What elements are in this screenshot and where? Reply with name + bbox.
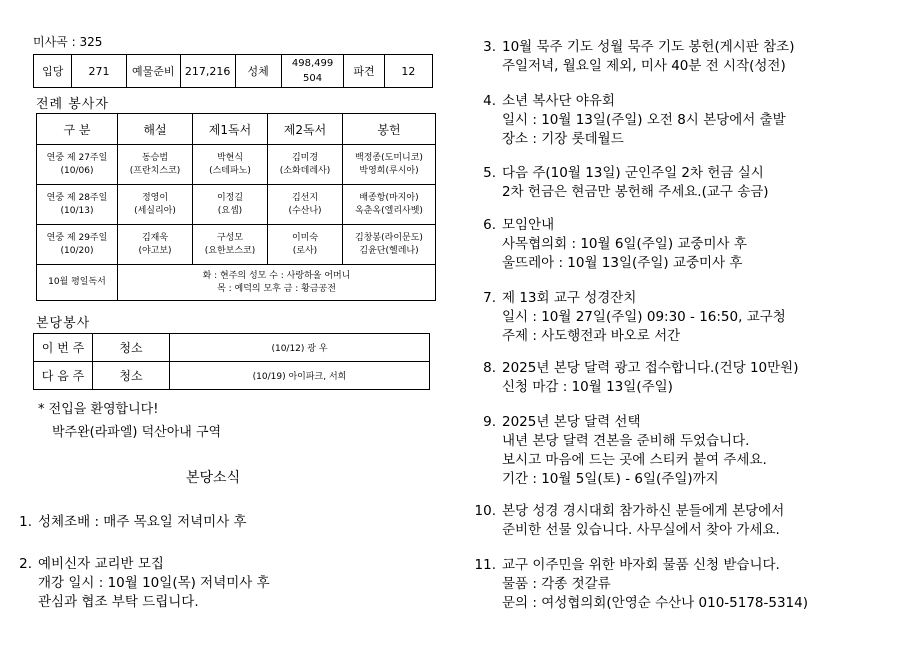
notice-item — [8, 555, 270, 612]
stat-value: 12 — [384, 55, 432, 88]
liturgy-table — [36, 113, 436, 301]
server-saint: (요한보스코) — [204, 245, 256, 256]
notice-line: 예비신자 교리반 모집 — [38, 556, 164, 572]
notice-item — [8, 513, 247, 532]
notice-line: 내년 본당 달력 견본을 준비해 두었습니다. — [502, 433, 750, 449]
notice-line: 일시 : 10월 27일(주일) 09:30 - 16:50, 교구청 — [502, 309, 786, 325]
notice-item — [472, 92, 786, 149]
week-date: (10/06) — [60, 165, 94, 176]
notice-number: 8. — [483, 360, 496, 376]
server-name: 이정길 — [216, 192, 244, 203]
notice-number: 10. — [474, 503, 496, 519]
liturgy-title: 전례 봉사자 — [36, 97, 109, 112]
server-name: 동승범 — [141, 152, 169, 163]
stat-value-line: 504 — [303, 73, 323, 84]
server-saint: (요셉) — [217, 205, 243, 216]
notice-line: 제 13회 교구 성경잔치 — [502, 290, 637, 306]
welcome-line: 박주완(라파엘) 덕산아내 구역 — [52, 425, 222, 440]
notice-line: 신청 마감 : 10월 13일(주일) — [502, 379, 673, 395]
cleaning-when: 다 음 주 — [34, 362, 93, 390]
notice-line: 2025년 본당 달력 선택 — [502, 414, 641, 430]
notice-line: 문의 : 여성협의회(안영순 수산나 010-5178-5314) — [502, 595, 809, 611]
notice-line: 물품 : 각종 젓갈류 — [502, 576, 611, 592]
stat-value: 217,216 — [180, 55, 235, 88]
table-row — [37, 185, 436, 225]
reading-label: 10월 평일독서 — [37, 265, 118, 301]
notice-number: 2. — [19, 556, 32, 572]
notice-line: 주일저녁, 월요일 제외, 미사 40분 전 시작(성전) — [502, 58, 786, 74]
notice-line: 10월 묵주 기도 성월 묵주 기도 봉헌(게시판 참조) — [502, 39, 795, 55]
server-name: 옥춘옥(엘리사벳) — [355, 205, 423, 216]
cleaning-table — [33, 333, 430, 390]
server-saint: (야고보) — [138, 245, 172, 256]
stat-label: 성체 — [235, 55, 281, 88]
news-title: 본당소식 — [186, 470, 241, 486]
notice-line: 2차 헌금은 현금만 봉헌해 주세요.(교구 송금) — [502, 184, 769, 200]
notice-line: 사목협의회 : 10월 6일(주일) 교중미사 후 — [502, 236, 747, 252]
liturgy-header: 제1독서 — [193, 114, 268, 145]
server-name: 정영이 — [141, 192, 169, 203]
stat-label: 파견 — [344, 55, 384, 88]
notice-line: 울뜨레아 : 10월 13일(주일) 교중미사 후 — [502, 255, 743, 271]
server-name: 구성모 — [216, 232, 244, 243]
table-row — [37, 225, 436, 265]
notice-line: 관심과 협조 부탁 드립니다. — [38, 594, 199, 610]
notice-line: 주제 : 사도행전과 바오로 서간 — [502, 328, 681, 344]
server-saint: (세실리아) — [134, 205, 176, 216]
cleaning-detail: (10/12) 광 우 — [170, 334, 430, 362]
server-name: 김윤단(헬레나) — [359, 245, 419, 256]
server-name: 김재욱 — [141, 232, 169, 243]
stat-label: 입당 — [34, 55, 72, 88]
server-name: 박현식 — [216, 152, 244, 163]
server-saint: (소화데레사) — [279, 165, 331, 176]
table-row — [37, 265, 436, 301]
server-name: 김선지 — [291, 192, 319, 203]
notice-line: 일시 : 10월 13일(주일) 오전 8시 본당에서 출발 — [502, 112, 786, 128]
notice-number: 3. — [483, 39, 496, 55]
cleaning-detail: (10/19) 아이파크, 서희 — [170, 362, 430, 390]
week-label: 연중 제 27주일 — [46, 152, 108, 163]
notice-item — [472, 359, 798, 397]
liturgy-header: 봉헌 — [343, 114, 436, 145]
server-name: 배종항(마지아) — [359, 192, 419, 203]
server-saint: (스테파노) — [209, 165, 251, 176]
reading-line: 목 : 예덕의 모후 금 : 황금공전 — [217, 283, 336, 294]
liturgy-header: 구 분 — [37, 114, 118, 145]
reading-line: 화 : 현주의 성모 수 : 사랑하올 어머니 — [202, 270, 351, 281]
server-saint: (로사) — [292, 245, 318, 256]
notice-line: 보시고 마음에 드는 곳에 스티커 붙여 주세요. — [502, 452, 767, 468]
server-name: 김미경 — [291, 152, 319, 163]
notice-number: 11. — [474, 557, 496, 573]
week-date: (10/20) — [60, 245, 94, 256]
notice-line: 다음 주(10월 13일) 군인주일 2차 헌금 실시 — [502, 165, 764, 181]
notice-line: 준비한 선물 있습니다. 사무실에서 찾아 가세요. — [502, 522, 780, 538]
server-name: 김창봉(라이문도) — [355, 232, 423, 243]
notice-line: 교구 이주민을 위한 바자회 물품 신청 받습니다. — [502, 557, 780, 573]
stat-value — [281, 55, 344, 88]
server-saint: (수산나) — [288, 205, 322, 216]
week-label: 연중 제 29주일 — [46, 232, 108, 243]
notice-line: 장소 : 기장 롯데월드 — [502, 131, 624, 147]
stats-table — [33, 54, 433, 88]
week-label: 연중 제 28주일 — [46, 192, 108, 203]
cleaning-task: 청소 — [93, 362, 170, 390]
notice-number: 4. — [483, 93, 496, 109]
notice-item — [472, 289, 786, 346]
server-name: 이미숙 — [291, 232, 319, 243]
mass-count: 미사곡 : 325 — [33, 35, 103, 49]
notice-line: 기간 : 10월 5일(토) - 6일(주일)까지 — [502, 471, 719, 487]
notice-line: 본당 성경 경시대회 참가하신 분들에게 본당에서 — [502, 503, 785, 519]
notice-item — [472, 413, 767, 489]
stat-label: 예물준비 — [126, 55, 180, 88]
notice-item — [472, 502, 784, 540]
notice-number: 6. — [483, 217, 496, 233]
table-row — [37, 145, 436, 185]
reading-schedule — [118, 265, 436, 301]
table-row — [34, 334, 430, 362]
server-saint: (프란치스코) — [129, 165, 181, 176]
cleaning-task: 청소 — [93, 334, 170, 362]
notice-line: 개강 일시 : 10월 10일(목) 저녁미사 후 — [38, 575, 270, 591]
notice-number: 9. — [483, 414, 496, 430]
welcome-title: * 전입을 환영합니다! — [38, 402, 159, 417]
liturgy-header: 해설 — [118, 114, 193, 145]
notice-item — [472, 556, 808, 613]
notice-line: 모임안내 — [502, 217, 555, 233]
liturgy-header: 제2독서 — [268, 114, 343, 145]
notice-line: 2025년 본당 달력 광고 접수합니다.(건당 10만원) — [502, 360, 799, 376]
cleaning-when: 이 번 주 — [34, 334, 93, 362]
server-name: 백정종(도미니코) — [355, 152, 423, 163]
stat-value: 271 — [72, 55, 126, 88]
table-row — [34, 362, 430, 390]
notice-number: 5. — [483, 165, 496, 181]
notice-line: 성체조배 : 매주 목요일 저녁미사 후 — [38, 514, 247, 530]
notice-number: 7. — [483, 290, 496, 306]
cleaning-title: 본당봉사 — [36, 316, 91, 331]
notice-item — [472, 38, 795, 76]
server-name: 박영희(루시아) — [359, 165, 419, 176]
week-date: (10/13) — [60, 205, 94, 216]
stat-value-line: 498,499 — [291, 58, 334, 69]
notice-line: 소년 복사단 야유회 — [502, 93, 615, 109]
notice-item — [472, 216, 747, 273]
notice-number: 1. — [19, 514, 32, 530]
notice-item — [472, 164, 769, 202]
